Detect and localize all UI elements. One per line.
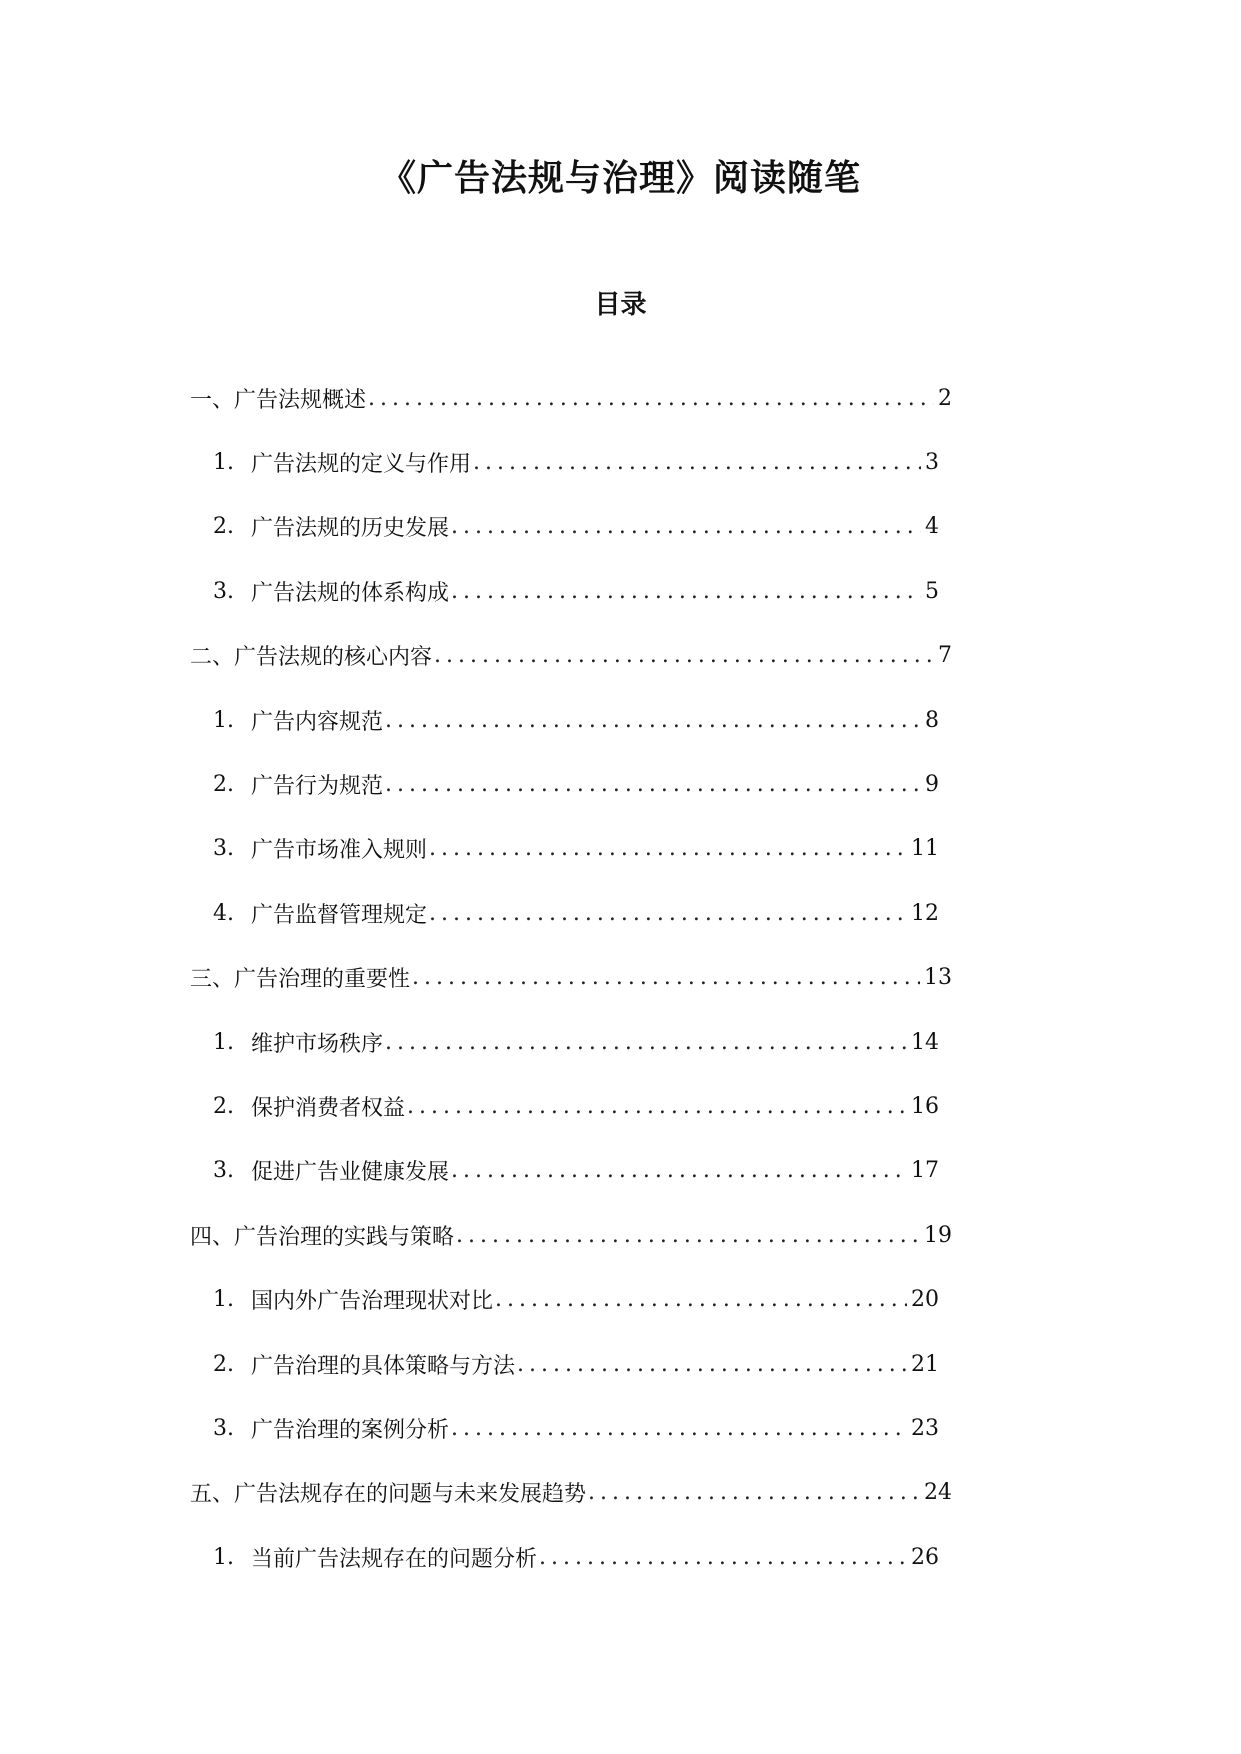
toc-entry[interactable] — [213, 1410, 939, 1446]
toc-entry[interactable] — [213, 444, 939, 480]
toc-dot-leader — [385, 772, 921, 797]
toc-entry[interactable] — [213, 831, 939, 867]
toc-entry[interactable] — [190, 380, 952, 416]
toc-entry[interactable] — [213, 1024, 939, 1060]
toc-entry-label: 三、广告治理的重要性 — [190, 967, 411, 993]
toc-entry[interactable] — [213, 895, 939, 931]
toc-dot-leader — [385, 1030, 907, 1055]
toc-entry-page-number: 26 — [911, 1544, 939, 1570]
toc-dot-leader — [588, 1480, 920, 1505]
toc-entry-page-number: 11 — [911, 836, 939, 862]
toc-entry-page-number: 5 — [925, 578, 939, 604]
toc-entry-label: 五、广告法规存在的问题与未来发展趋势 — [190, 1482, 587, 1508]
toc-entry-page-number: 13 — [924, 965, 952, 991]
toc-entry-number: 2. — [213, 1351, 234, 1377]
toc-entry-label: 二、广告法规的核心内容 — [190, 645, 433, 671]
toc-entry-number: 1. — [213, 707, 234, 733]
toc-entry[interactable] — [213, 1088, 939, 1124]
toc-dot-leader — [451, 1416, 907, 1441]
toc-entry-page-number: 3 — [925, 449, 939, 475]
toc-entry-label: 国内外广告治理现状对比 — [251, 1289, 494, 1315]
toc-entry-page-number: 7 — [938, 643, 952, 669]
toc-entry-page-number: 4 — [925, 514, 939, 540]
toc-entry-page-number: 2 — [938, 385, 952, 411]
toc-dot-leader — [412, 965, 920, 990]
toc-entry[interactable] — [213, 1346, 939, 1382]
toc-entry-label: 广告法规的历史发展 — [251, 516, 450, 542]
toc-entry-page-number: 16 — [911, 1093, 939, 1119]
toc-entry[interactable] — [190, 1217, 952, 1253]
toc-entry-label: 广告治理的具体策略与方法 — [251, 1353, 516, 1379]
toc-entry-label: 广告法规的定义与作用 — [251, 451, 472, 477]
toc-dot-leader — [385, 708, 921, 733]
toc-entry-number: 3. — [213, 836, 234, 862]
toc-entry[interactable] — [190, 960, 952, 996]
toc-entry-number: 1. — [213, 1287, 234, 1313]
toc-entry-page-number: 21 — [911, 1351, 939, 1377]
toc-entry-page-number: 14 — [911, 1029, 939, 1055]
toc-dot-leader — [451, 1158, 907, 1183]
toc-entry-page-number: 19 — [924, 1222, 952, 1248]
toc-entry-label: 广告法规的体系构成 — [251, 580, 450, 606]
toc-dot-leader — [368, 386, 934, 411]
toc-entry[interactable] — [213, 702, 939, 738]
toc-entry-number: 3. — [213, 578, 234, 604]
toc-dot-leader — [539, 1545, 907, 1570]
toc-dot-leader — [495, 1287, 907, 1312]
toc-entry-page-number: 24 — [924, 1480, 952, 1506]
toc-dot-leader — [434, 643, 934, 668]
toc-entry[interactable] — [213, 509, 939, 545]
toc-entry-label: 一、广告法规概述 — [190, 387, 367, 413]
toc-entry-number: 3. — [213, 1415, 234, 1441]
toc-entry-number: 1. — [213, 1029, 234, 1055]
toc-entry-label: 广告行为规范 — [251, 773, 384, 799]
toc-entry-label: 四、广告治理的实践与策略 — [190, 1224, 455, 1250]
toc-entry-page-number: 8 — [925, 707, 939, 733]
toc-heading: 目录 — [594, 290, 647, 320]
toc-entry-number: 2. — [213, 771, 234, 797]
toc-entry[interactable] — [213, 573, 939, 609]
toc-entry-page-number: 23 — [911, 1415, 939, 1441]
toc-entry[interactable] — [213, 1539, 939, 1575]
toc-entry[interactable] — [213, 1282, 939, 1318]
toc-entry-label: 广告内容规范 — [251, 709, 384, 735]
toc-dot-leader — [407, 1094, 907, 1119]
toc-entry-page-number: 17 — [911, 1158, 939, 1184]
toc-dot-leader — [473, 450, 921, 475]
toc-dot-leader — [429, 901, 907, 926]
toc-entry-page-number: 12 — [911, 900, 939, 926]
toc-dot-leader — [451, 579, 921, 604]
toc-dot-leader — [429, 836, 907, 861]
toc-entry-label: 保护消费者权益 — [251, 1095, 406, 1121]
toc-entry[interactable] — [213, 766, 939, 802]
toc-entry-label: 广告监督管理规定 — [251, 902, 428, 928]
toc-entry-label: 广告治理的案例分析 — [251, 1417, 450, 1443]
toc-entry[interactable] — [190, 1475, 952, 1511]
toc-entry-number: 4. — [213, 900, 234, 926]
toc-dot-leader — [451, 514, 921, 539]
document-title: 《广告法规与治理》阅读随笔 — [379, 158, 861, 199]
toc-entry-label: 维护市场秩序 — [251, 1031, 384, 1057]
toc-dot-leader — [517, 1352, 907, 1377]
toc-entry-number: 1. — [213, 1544, 234, 1570]
toc-entry-page-number: 20 — [911, 1287, 939, 1313]
toc-entry-label: 促进广告业健康发展 — [251, 1160, 450, 1186]
toc-entry-number: 1. — [213, 449, 234, 475]
toc-entry[interactable] — [213, 1153, 939, 1189]
toc-entry-label: 广告市场准入规则 — [251, 838, 428, 864]
toc-entry-number: 2. — [213, 514, 234, 540]
toc-entry[interactable] — [190, 638, 952, 674]
toc-entry-page-number: 9 — [925, 771, 939, 797]
toc-entry-label: 当前广告法规存在的问题分析 — [251, 1546, 538, 1572]
toc-entry-number: 3. — [213, 1158, 234, 1184]
toc-entry-number: 2. — [213, 1093, 234, 1119]
toc-dot-leader — [456, 1223, 920, 1248]
